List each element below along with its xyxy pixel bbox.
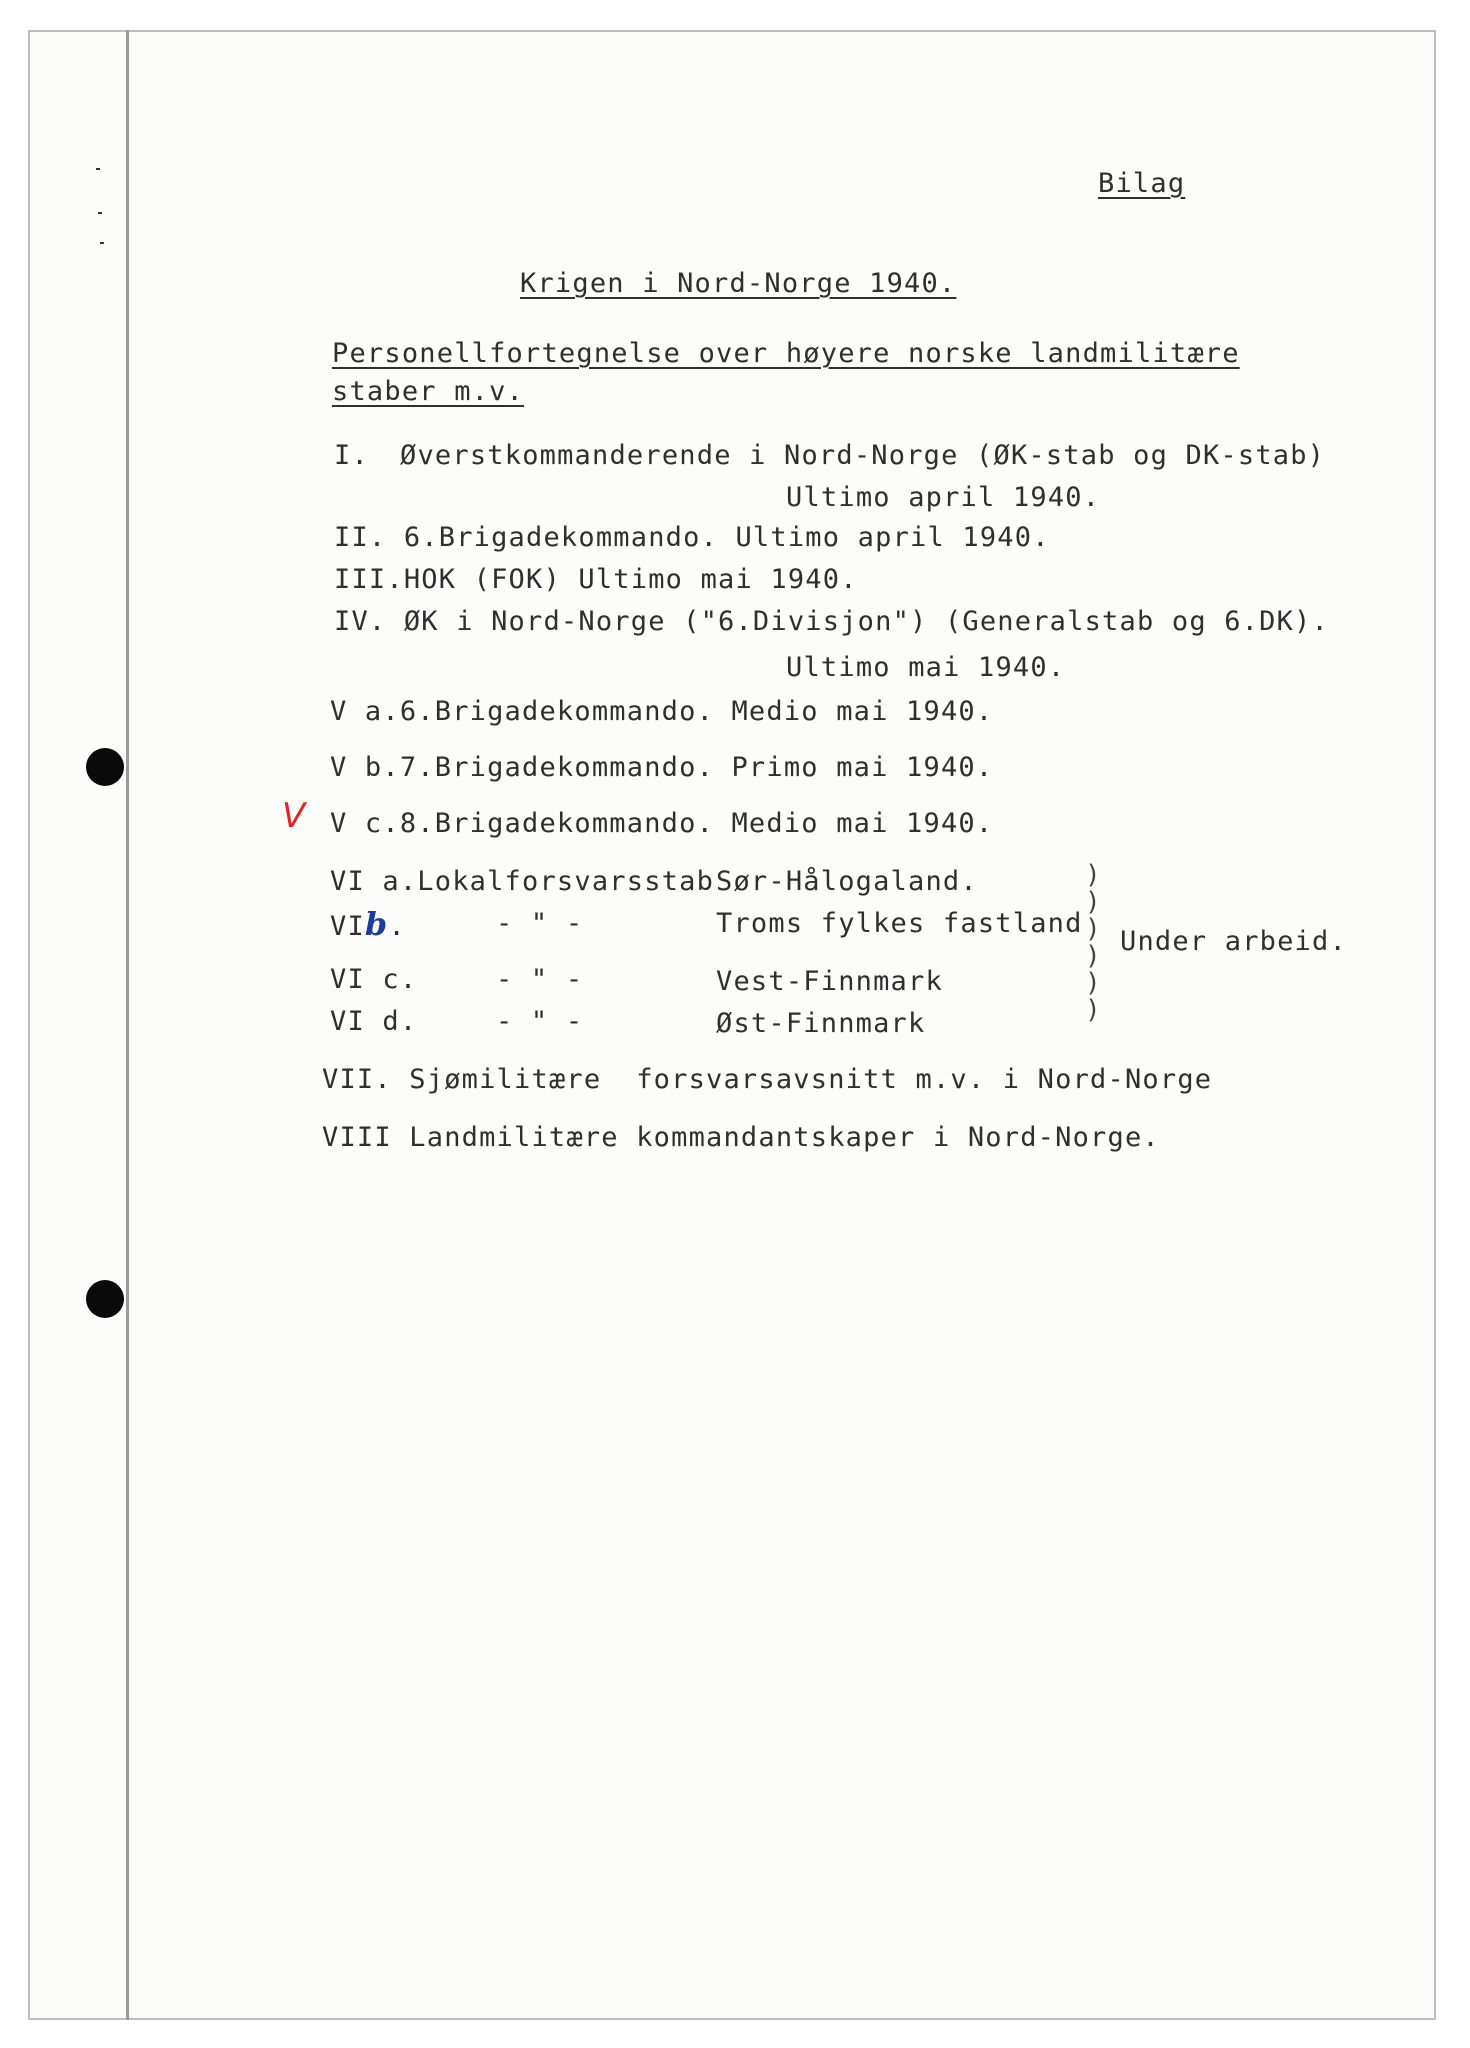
handwritten-letter-b: b [364, 905, 389, 943]
item-vib-label [330, 905, 406, 943]
item-iv: IV. ØK i Nord-Norge ("6.Divisjon") (Generalstab og 6.DK). [334, 606, 1329, 637]
brace-mark: ) ) ) ) ) ) [1085, 860, 1101, 1025]
item-via-region: Sør-Hålogaland. [716, 866, 978, 897]
item-ii: II. 6.Brigadekommando. Ultimo april 1940. [334, 522, 1050, 553]
margin-line [126, 30, 129, 2020]
item-vib-dot: . [388, 911, 406, 942]
item-vid-label: VI d. [330, 1006, 418, 1037]
item-iv-date: Ultimo mai 1940. [786, 652, 1066, 683]
item-vic-region: Vest-Finnmark [716, 966, 943, 997]
item-vid-ditto: - " - [496, 1006, 584, 1037]
item-iii: III.HOK (FOK) Ultimo mai 1940. [334, 564, 858, 595]
item-i-text: Øverstkommanderende i Nord-Norge (ØK-stab og DK-stab) [400, 440, 1326, 471]
item-viii: VIII Landmilitære kommandantskaper i Nord-Norge. [322, 1122, 1160, 1153]
item-vid-region: Øst-Finnmark [716, 1008, 926, 1039]
item-i [334, 440, 1325, 472]
document-title: Krigen i Nord-Norge 1940. [520, 268, 957, 299]
red-check-mark: V [282, 796, 306, 836]
item-via-label: VI a.Lokalforsvarsstab [330, 866, 715, 897]
margin-tick [100, 242, 104, 244]
item-i-date: Ultimo april 1940. [786, 482, 1101, 513]
bilag-heading: Bilag [1098, 168, 1186, 199]
item-vii: VII. Sjømilitære forsvarsavsnitt m.v. i Nord-Norge [322, 1064, 1213, 1095]
item-vic-ditto: - " - [496, 964, 584, 995]
item-vib-prefix: VI [330, 911, 365, 942]
punch-hole-bottom [86, 1280, 124, 1318]
item-vic-label: VI c. [330, 964, 418, 995]
subtitle-line-2: staber m.v. [332, 376, 525, 407]
item-vib-ditto: - " - [496, 908, 584, 939]
punch-hole-top [86, 748, 124, 786]
item-i-number: I. [334, 440, 369, 471]
item-vc: V c.8.Brigadekommando. Medio mai 1940. [330, 808, 994, 839]
item-vib-region: Troms fylkes fastland [716, 908, 1083, 939]
under-arbeid-note: Under arbeid. [1120, 926, 1347, 957]
item-vb: V b.7.Brigadekommando. Primo mai 1940. [330, 752, 994, 783]
item-va: V a.6.Brigadekommando. Medio mai 1940. [330, 696, 994, 727]
subtitle-line-1: Personellfortegnelse over høyere norske landmilitære [332, 338, 1240, 369]
margin-tick [98, 212, 102, 214]
margin-tick [96, 168, 100, 170]
